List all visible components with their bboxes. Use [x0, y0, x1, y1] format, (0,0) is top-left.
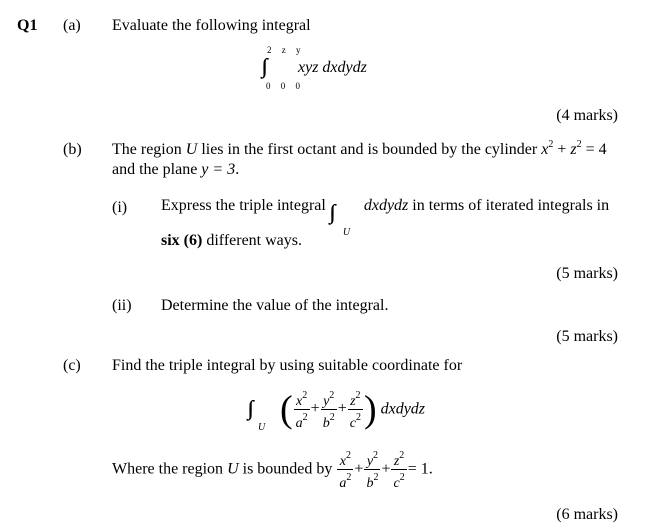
part-b-i-text-2: in terms of iterated integrals in — [408, 197, 610, 214]
y-var: y — [366, 454, 374, 469]
square-exp: 2 — [329, 390, 335, 401]
x-var: x — [296, 394, 303, 409]
plane-eq: y = 3 — [201, 161, 236, 178]
cyl-z: z — [570, 141, 577, 158]
square-exp: 2 — [346, 472, 352, 483]
square-exp: 2 — [329, 412, 335, 423]
frac-y2-b2 — [364, 448, 380, 491]
square-exp: 2 — [399, 472, 405, 483]
part-b-i-marks: (5 marks) — [556, 265, 618, 282]
part-c-integrand: dxdydz — [380, 400, 426, 418]
part-c-where — [112, 448, 433, 491]
part-b-text-2: lies in the first octant and is bounded by the cylinder — [197, 141, 542, 158]
y-var: y — [323, 394, 330, 409]
part-a-text: Evaluate the following integral — [112, 17, 311, 34]
right-paren: ) — [363, 388, 377, 431]
question-number: Q1 — [17, 17, 38, 34]
x-var: x — [339, 454, 347, 469]
where-text-1: Where the region — [112, 460, 228, 478]
cyl-x: x — [541, 141, 549, 158]
part-b-i-line1 — [161, 197, 610, 238]
part-c-text: Find the triple integral by using suitable coordinate for — [112, 357, 463, 374]
upper-limits: 2 z y — [267, 45, 305, 55]
part-b-i-integrand: dxdydz — [363, 197, 409, 214]
part-b-ii-label: (ii) — [112, 297, 132, 314]
plus: + — [354, 460, 364, 478]
square-exp: 2 — [302, 390, 308, 401]
part-b-i-label: (i) — [112, 199, 128, 216]
part-a-integrand: xyz dxdydz — [298, 59, 367, 76]
part-a-marks: (4 marks) — [556, 107, 618, 124]
part-b-ii-marks: (5 marks) — [556, 328, 618, 345]
part-b-i-line2 — [161, 233, 302, 249]
c-var: c — [349, 416, 356, 431]
where-text-2: is bounded by — [238, 460, 337, 478]
part-c-marks: (6 marks) — [556, 506, 618, 523]
frac-x2-a2 — [294, 388, 310, 431]
part-b-line1 — [112, 140, 607, 158]
equals-one: = 1. — [407, 460, 433, 478]
a-var: a — [295, 416, 303, 431]
region-u-sub: U — [258, 421, 266, 433]
plus: + — [337, 400, 347, 418]
part-a-label: (a) — [63, 17, 81, 34]
part-b-i-text-1: Express the triple integral — [161, 197, 330, 214]
plus: + — [381, 460, 391, 478]
left-paren: ( — [280, 388, 293, 431]
region-u: U — [227, 460, 239, 478]
region-u: U — [185, 141, 198, 158]
cyl-eq: = 4 — [581, 141, 607, 158]
square-exp: 2 — [355, 390, 361, 401]
part-b-line2-text: and the plane — [112, 161, 202, 178]
b-var: b — [322, 416, 330, 431]
part-b-text-1: The region — [112, 141, 186, 158]
z-var: z — [393, 454, 400, 469]
frac-x2-a2 — [337, 448, 353, 491]
square-exp: 2 — [576, 139, 582, 150]
square-exp: 2 — [373, 472, 379, 483]
six-ways-bold: six (6) — [161, 232, 203, 249]
square-exp: 2 — [302, 412, 308, 423]
square-exp: 2 — [346, 450, 352, 461]
square-exp: 2 — [548, 139, 554, 150]
part-c-integral — [248, 388, 425, 431]
lower-limits: 0 0 0 — [266, 81, 304, 91]
period: . — [235, 161, 240, 178]
part-b-i-line2-rest: different ways. — [202, 232, 302, 249]
b-var: b — [366, 476, 374, 491]
frac-z2-c2 — [348, 388, 363, 431]
plus: + — [310, 400, 320, 418]
part-a-integral — [259, 44, 389, 96]
square-exp: 2 — [355, 412, 361, 423]
cyl-plus: + — [553, 141, 571, 158]
frac-z2-c2 — [391, 448, 406, 491]
square-exp: 2 — [373, 450, 379, 461]
part-b-ii-text: Determine the value of the integral. — [161, 297, 389, 314]
region-u-sub: U — [342, 227, 351, 238]
square-exp: 2 — [399, 450, 405, 461]
part-c-label: (c) — [63, 357, 81, 374]
frac-y2-b2 — [321, 388, 337, 431]
part-b-label: (b) — [63, 141, 82, 158]
part-b-line2 — [112, 162, 239, 178]
a-var: a — [339, 476, 347, 491]
c-var: c — [393, 476, 400, 491]
z-var: z — [350, 394, 356, 409]
